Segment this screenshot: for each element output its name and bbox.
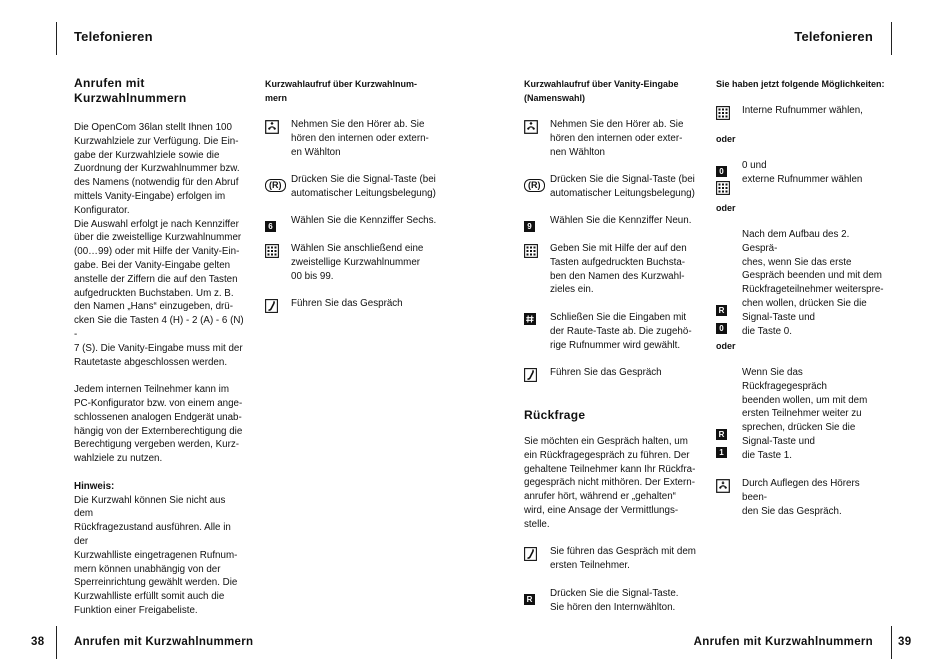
step-text: Schließen Sie die Eingaben mit der Raute-Taste ab. Die zugehö- rige Rufnummer wird gewählt. bbox=[550, 312, 692, 351]
col2-step-2 bbox=[265, 173, 455, 201]
col2-step-3 bbox=[265, 214, 455, 234]
hint-label: Hinweis: bbox=[74, 480, 115, 492]
header-right-title: Telefonieren bbox=[794, 29, 873, 44]
section-title bbox=[74, 76, 244, 106]
step-text: Nehmen Sie den Hörer ab. Sie hören den internen oder extern- en Wählton bbox=[291, 119, 429, 158]
col3-rueck-step-2 bbox=[524, 587, 714, 615]
signal-key-icon: (R) bbox=[265, 173, 291, 201]
col3-step-2 bbox=[524, 173, 714, 201]
key-label: R bbox=[524, 594, 535, 605]
step-text: Nehmen Sie den Hörer ab. Sie hören den internen oder exter- nen Wählton bbox=[550, 119, 684, 158]
col2-step-4 bbox=[265, 242, 455, 283]
key-label: R bbox=[272, 180, 279, 190]
top-left-rule bbox=[56, 22, 57, 55]
rueckfrage-text: Sie möchten ein Gespräch halten, um ein Rückfragegespräch zu führen. Der gehaltene Teilnehmer kann Ihr Rückfra- gegespräch nicht mithören. Der Extern- anrufer hört, während er „gehalten“ wird, eine Ansage der Vermittlungs- stelle. bbox=[524, 436, 696, 530]
step-text: Wählen Sie anschließend eine zweistellige Kurzwahlnummer 00 bis 99. bbox=[291, 243, 424, 282]
oder-label-2: oder bbox=[716, 203, 736, 213]
col3-step-4 bbox=[524, 242, 714, 297]
signal-key-icon: (R) bbox=[524, 173, 550, 201]
col4-heading: Sie haben jetzt folgende Möglichkeiten: bbox=[716, 79, 885, 89]
col4-option-1 bbox=[716, 104, 886, 120]
handset-hangup-icon bbox=[716, 477, 742, 518]
key-label: 9 bbox=[524, 221, 535, 232]
rueckfrage-title: Rückfrage bbox=[524, 408, 586, 422]
option-text: Wenn Sie das Rückfragegespräch beenden wollen, um mit dem ersten Teilnehmer weiter zu sprechen, drücken Sie die Signal-Taste und die Taste 1. bbox=[742, 367, 868, 461]
step-text: Geben Sie mit Hilfe der auf den Tasten aufgedruckten Buchsta- ben den Namen des Kurzwahl- zieles ein. bbox=[550, 243, 687, 296]
section-title-line2: Kurzwahlnummern bbox=[74, 91, 187, 105]
footer-left-title: Anrufen mit Kurzwahlnummern bbox=[74, 636, 254, 648]
key-label: 0 bbox=[716, 323, 727, 334]
col3-step-1 bbox=[524, 118, 714, 159]
handset-lift-icon bbox=[524, 118, 550, 159]
step-text: Drücken Sie die Signal-Taste (bei automatischer Leitungsbelegung) bbox=[550, 174, 695, 199]
r-one-keys-icon bbox=[716, 366, 742, 463]
talk-icon bbox=[524, 545, 550, 573]
talk-icon bbox=[524, 366, 550, 382]
col4-option-4 bbox=[716, 366, 886, 463]
key-label: 1 bbox=[716, 447, 727, 458]
option-text: 0 und externe Rufnummer wählen bbox=[742, 160, 863, 185]
keypad-icon bbox=[716, 104, 742, 120]
keypad-icon bbox=[524, 242, 550, 297]
col2-heading: Kurzwahlaufruf über Kurzwahlnum- mern bbox=[265, 79, 418, 103]
col3-heading: Kurzwahlaufruf über Vanity-Eingabe (Namenswahl) bbox=[524, 79, 679, 103]
key-label: R bbox=[531, 180, 538, 190]
bottom-left-rule bbox=[56, 626, 57, 659]
oder-label-1: oder bbox=[716, 134, 736, 144]
footer-left-page-number: 38 bbox=[31, 636, 45, 648]
intro-paragraph: Die OpenCom 36lan stellt Ihnen 100 Kurzwahlziele zur Verfügung. Die Ein- gabe der Kurzwahlziele sowie die Zuordnung der Kurzwahlnummer bzw. des Namens (notwendig für den Abruf mittels Vanity-Eingabe) erfolgen im Konfigurator. Die Auswahl erfolgt je nach Kennziffer über die zweistellige Kurzwahlnummer (00…99) oder mit Hilfe der Vanity-Ein- gabe. Bei der Vanity-Eingabe gelten anstelle der Ziffern die auf den Tasten aufgedruckten Buchstaben. Um z. B. den Namen „Hans“ einzugeben, drü- cken Sie die Tasten 4 (H) - 2 (A) - 6 (N) - 7 (S). Die Vanity-Eingabe muss mit der Rautetaste abgeschlossen werden. bbox=[74, 122, 244, 368]
header-left-title: Telefonieren bbox=[74, 29, 153, 44]
option-text: Interne Rufnummer wählen, bbox=[742, 105, 863, 116]
col3-step-5 bbox=[524, 311, 714, 352]
step-text: Drücken Sie die Signal-Taste (bei automatischer Leitungsbelegung) bbox=[291, 174, 436, 199]
footer-right-page-number: 39 bbox=[898, 636, 912, 648]
permission-paragraph: Jedem internen Teilnehmer kann im PC-Konfigurator bzw. von einem ange- schlossenen analogen Endgerät unab- hängig von der Externberechtigung die Berechtigung vergeben werden, Kurz- wahlziele zu nutzen. bbox=[74, 384, 243, 465]
r-zero-keys-icon bbox=[716, 228, 742, 338]
col4-option-5 bbox=[716, 477, 886, 518]
col3-step-6 bbox=[524, 366, 714, 382]
column-1 bbox=[74, 76, 244, 631]
talk-icon bbox=[265, 297, 291, 313]
step-text: Drücken Sie die Signal-Taste. Sie hören den Internwählton. bbox=[550, 588, 679, 613]
digit-key-icon bbox=[524, 214, 550, 234]
key-label: R bbox=[716, 429, 727, 440]
col4-option-3 bbox=[716, 228, 886, 338]
oder-label-3: oder bbox=[716, 341, 736, 351]
bottom-right-rule bbox=[891, 626, 892, 659]
footer-right-title: Anrufen mit Kurzwahlnummern bbox=[693, 636, 873, 648]
hash-key-icon bbox=[524, 311, 550, 352]
zero-key-keypad-icon bbox=[716, 159, 742, 195]
key-label: R bbox=[716, 305, 727, 316]
key-label: 6 bbox=[265, 221, 276, 232]
option-text: Nach dem Aufbau des 2. Gesprä- ches, wenn Sie das erste Gespräch beenden und mit dem Rückfrageteilnehmer weiterspre- chen wollen, drücken Sie die Signal-Taste und die Taste 0. bbox=[742, 229, 884, 337]
col2-step-5 bbox=[265, 297, 455, 313]
step-text: Wählen Sie die Kennziffer Sechs. bbox=[291, 215, 437, 226]
col2-step-1 bbox=[265, 118, 455, 159]
step-text: Sie führen das Gespräch mit dem ersten Teilnehmer. bbox=[550, 546, 696, 571]
section-title-line1: Anrufen mit bbox=[74, 76, 145, 90]
keypad-icon bbox=[265, 242, 291, 283]
digit-key-icon bbox=[265, 214, 291, 234]
handset-lift-icon bbox=[265, 118, 291, 159]
key-label: 0 bbox=[716, 166, 727, 177]
step-text: Führen Sie das Gespräch bbox=[550, 367, 662, 378]
option-text: Durch Auflegen des Hörers been- den Sie das Gespräch. bbox=[742, 478, 860, 517]
step-text: Führen Sie das Gespräch bbox=[291, 298, 403, 309]
hint-text: Die Kurzwahl können Sie nicht aus dem Rückfragezustand ausführen. Alle in der Kurzwahlliste eingetragenen Rufnum- mern können unabhängig von der Sperreinrichtung gewählt werden. Die Kurzwahlliste erfüllt somit auch die Funktion einer Freigabeliste. bbox=[74, 494, 238, 616]
col3-rueck-step-1 bbox=[524, 545, 714, 573]
r-key-icon bbox=[524, 587, 550, 615]
col3-step-3 bbox=[524, 214, 714, 234]
top-right-rule bbox=[891, 22, 892, 55]
col4-option-2 bbox=[716, 159, 886, 195]
step-text: Wählen Sie die Kennziffer Neun. bbox=[550, 215, 692, 226]
